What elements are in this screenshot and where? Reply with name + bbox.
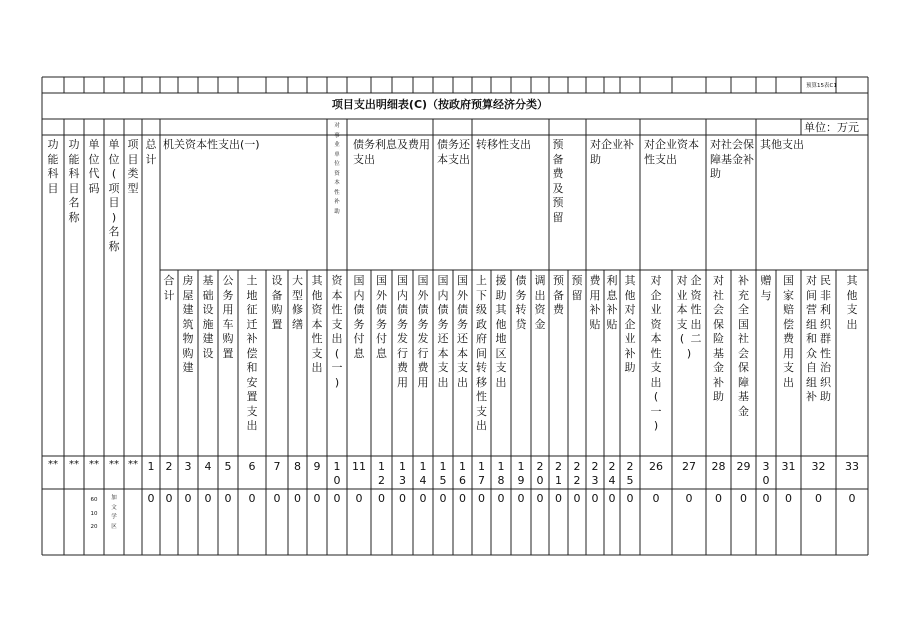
- index-number-2: 2: [165, 460, 173, 473]
- data-value-col-16: 0: [459, 492, 466, 505]
- data-value-col-29: 0: [740, 492, 747, 505]
- sub-header-col-8: 大 型 修 缮: [292, 274, 303, 331]
- index-number-7: 7: [273, 460, 281, 473]
- sub-header-col-15: 国 内 债 务 还 本 支 出: [437, 274, 449, 389]
- sub-header-col-16: 国 外 债 务 还 本 支 出: [457, 274, 468, 389]
- index-number-31: 31: [781, 460, 796, 473]
- data-value-col-30: 0: [762, 492, 770, 505]
- data-unit-name: 加 文 学 区: [111, 495, 117, 530]
- index-number-28: 28: [711, 460, 726, 473]
- group-reserve: 预 备 费 及 预 留: [552, 138, 564, 224]
- group-enterprise-subsidy: 对企业补助: [590, 138, 634, 166]
- index-number-4: 4: [204, 460, 212, 473]
- index-number-25: 25: [626, 460, 634, 487]
- sub-header-col-14: 国 外 债 务 发 行 费 用: [417, 274, 429, 389]
- sub-header-col-13: 国 内 债 务 发 行 费 用: [397, 274, 408, 389]
- index-number-6: 6: [248, 460, 256, 473]
- sub-header-col-22: 预 留: [571, 274, 583, 302]
- sub-header-col-11: 国 内 债 务 付 息: [353, 274, 365, 360]
- data-value-col-3: 0: [184, 492, 192, 505]
- header-func-name: 功 能 科 目 名 称: [68, 138, 80, 224]
- sub-header-col-3: 房 屋 建 筑 物 购 建: [182, 274, 194, 374]
- index-number-12: 12: [378, 460, 385, 487]
- data-value-col-28: 0: [715, 492, 722, 505]
- data-value-col-12: 0: [378, 492, 385, 505]
- sub-header-col-6: 土 地 征 迁 补 偿 和 安 置 支 出: [246, 274, 258, 432]
- index-number-27: 27: [682, 460, 696, 473]
- index-number-17: 17: [478, 460, 485, 487]
- index-number-15: 15: [439, 460, 447, 487]
- sub-header-col-5: 公 务 用 车 购 置: [222, 274, 234, 360]
- sub-header-col-12: 国 外 债 务 付 息: [376, 274, 387, 360]
- sub-header-col-20: 调 出 资 金: [534, 274, 546, 331]
- index-star-4: **: [109, 459, 119, 470]
- index-star-2: **: [69, 459, 79, 470]
- sub-header-col-29: 补 充 全 国 社 会 保 障 基 金: [738, 274, 749, 418]
- sub-header-col-7: 设 备 购 置: [271, 274, 283, 331]
- index-number-21: 21: [555, 460, 562, 487]
- data-value-col-18: 0: [497, 492, 505, 505]
- index-number-18: 18: [497, 460, 505, 487]
- index-number-29: 29: [736, 460, 751, 473]
- data-value-col-21: 0: [555, 492, 562, 505]
- page-title: 项目支出明细表(C)（按政府预算经济分类）: [331, 98, 549, 111]
- header-project-type: 项 目 类 型: [127, 138, 139, 195]
- data-value-col-15: 0: [439, 492, 447, 505]
- group-debt-principal: 债务还本支出: [437, 138, 470, 166]
- index-number-22: 22: [573, 460, 581, 487]
- data-value-col-22: 0: [573, 492, 581, 505]
- sub-header-col-31: 国 家 赔 偿 费 用 支 出: [783, 274, 794, 389]
- sub-header-col-18: 援 助 其 他 地 区 支 出: [495, 274, 507, 389]
- sub-header-col-4: 基 础 设 施 建 设: [202, 274, 214, 360]
- index-star-1: **: [48, 459, 58, 470]
- index-number-11: 11: [352, 460, 366, 473]
- data-value-col-5: 0: [224, 492, 232, 505]
- sub-header-col-30: 赠 与: [760, 274, 772, 302]
- group-enterprise-capital: 对企业资本性支出: [644, 138, 699, 166]
- index-number-1: 1: [147, 460, 155, 473]
- data-value-col-14: 0: [419, 492, 427, 505]
- sub-header-col-24: 利 息 补 贴: [606, 274, 618, 331]
- data-value-col-4: 0: [204, 492, 212, 505]
- data-value-col-23: 0: [591, 492, 599, 505]
- sub-header-col-10: 资 本 性 支 出 ( 一 ): [331, 274, 343, 389]
- index-number-9: 9: [313, 460, 321, 473]
- data-value-col-13: 0: [399, 492, 406, 505]
- index-number-19: 19: [517, 460, 525, 487]
- data-value-col-7: 0: [273, 492, 281, 505]
- data-value-col-11: 0: [355, 492, 363, 505]
- index-star-3: **: [89, 459, 99, 470]
- sub-header-col-25: 其 他 对 企 业 补 助: [624, 274, 636, 374]
- sub-header-col-27: 对 企 业 资 本 性 支 出 ( 二 ): [676, 274, 702, 360]
- group-transfer: 转移性支出: [476, 138, 531, 151]
- sub-header-col-32: 对 民 间 非 营 利 组 织 和 群 众 性 自 治 组 织 补 助: [806, 274, 831, 403]
- index-number-8: 8: [294, 460, 301, 473]
- index-number-26: 26: [649, 460, 663, 473]
- sub-header-col-9: 其 他 资 本 性 支 出: [311, 274, 323, 374]
- index-number-10: 10: [333, 460, 341, 487]
- data-value-col-10: 0: [333, 492, 341, 505]
- index-number-16: 16: [459, 460, 466, 487]
- index-number-3: 3: [184, 460, 192, 473]
- sub-header-col-21: 预 备 费: [553, 274, 564, 316]
- index-number-5: 5: [224, 460, 232, 473]
- data-value-col-20: 0: [536, 492, 544, 505]
- sub-header-col-19: 债 务 转 贷: [515, 274, 527, 331]
- index-number-32: 32: [811, 460, 826, 473]
- header-func-code: 功 能 科 目: [47, 138, 59, 195]
- index-number-24: 24: [608, 460, 616, 487]
- sub-header-col-23: 费 用 补 贴: [589, 274, 601, 331]
- group-institution-capital: 对 事 业 单 位 资 本 性 补 助: [334, 123, 340, 215]
- data-unit-code: 60 10 20: [90, 497, 98, 530]
- header-unit-name: 单 位 ( 项 目 ) 名 称: [108, 138, 120, 253]
- data-value-col-2: 0: [165, 492, 173, 505]
- sub-header-col-28: 对 社 会 保 险 基 金 补 助: [713, 274, 724, 403]
- group-social-security: 对社会保障基金补助: [710, 138, 754, 180]
- sub-header-col-33: 其 他 支 出: [846, 274, 858, 331]
- data-value-col-26: 0: [652, 492, 660, 505]
- header-unit-code: 单 位 代 码: [88, 138, 100, 195]
- data-value-col-32: 0: [815, 492, 822, 505]
- data-value-col-9: 0: [313, 492, 321, 505]
- header-total: 总 计: [145, 138, 157, 166]
- data-value-col-33: 0: [848, 492, 856, 505]
- group-debt-interest: 债务利息及费用支出: [353, 138, 430, 166]
- index-number-23: 23: [591, 460, 599, 487]
- sub-header-col-17: 上 下 级 政 府 间 转 移 性 支 出: [476, 274, 487, 432]
- sub-header-col-2: 合 计: [163, 274, 175, 302]
- sub-header-col-26: 对 企 业 资 本 性 支 出 ( 一 ): [650, 274, 662, 432]
- data-value-col-27: 0: [685, 492, 693, 505]
- index-number-30: 30: [762, 460, 770, 487]
- data-value-col-6: 0: [248, 492, 256, 505]
- data-value-col-24: 0: [608, 492, 616, 505]
- group-other: 其他支出: [760, 138, 804, 151]
- table-code-label: 预算15表C1: [806, 83, 837, 89]
- unit-label: 单位：万元: [804, 121, 859, 134]
- data-value-col-8: 0: [294, 492, 301, 505]
- index-number-33: 33: [845, 460, 859, 473]
- data-value-col-19: 0: [517, 492, 525, 505]
- data-value-col-25: 0: [626, 492, 634, 505]
- data-value-col-1: 0: [147, 492, 155, 505]
- data-value-col-31: 0: [785, 492, 792, 505]
- group-gov-capital: 机关资本性支出(一): [163, 138, 260, 151]
- data-value-col-17: 0: [478, 492, 485, 505]
- index-star-5: **: [128, 459, 138, 470]
- index-number-14: 14: [419, 460, 427, 487]
- index-number-13: 13: [399, 460, 406, 487]
- index-number-20: 20: [536, 460, 544, 487]
